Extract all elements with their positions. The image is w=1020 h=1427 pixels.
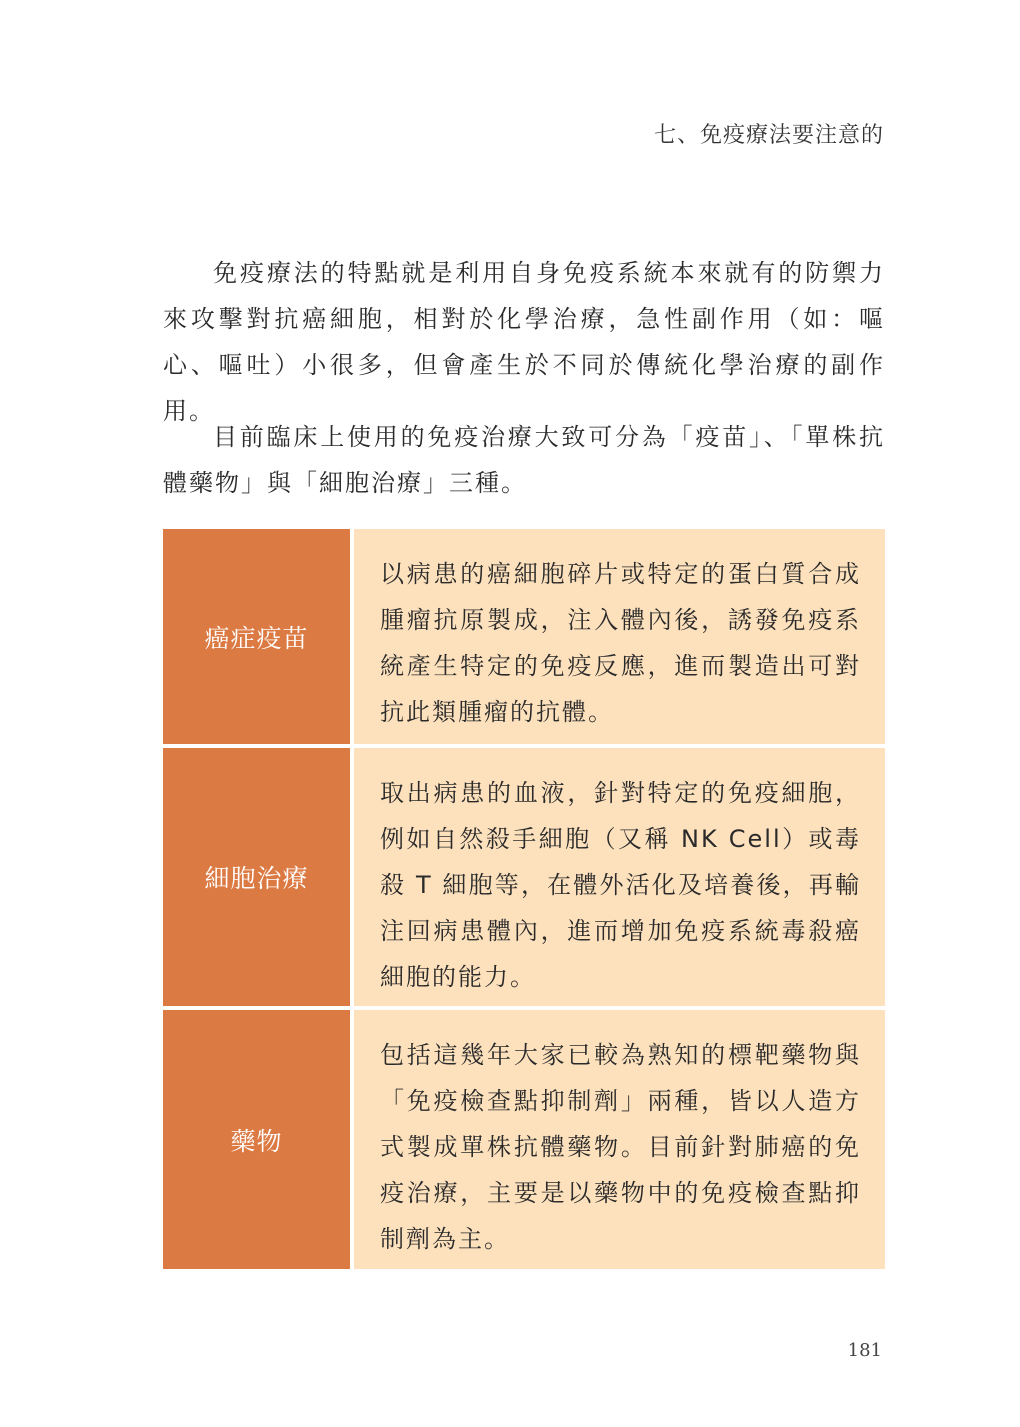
body-paragraph-2: 目前臨床上使用的免疫治療大致可分為「疫苗」、「單株抗體藥物」與「細胞治療」三種。 xyxy=(163,423,885,497)
body-paragraph-1: 免疫療法的特點就是利用自身免疫系統本來就有的防禦力來攻擊對抗癌細胞，相對於化學治療，急性副作用（如：嘔心、嘔吐）小很多，但會產生於不同於傳統化學治療的副作用。 xyxy=(163,259,885,425)
page-number: 181 xyxy=(847,1340,882,1361)
immunotherapy-table xyxy=(163,529,885,1269)
row-description-cell-therapy: 取出病患的血液，針對特定的免疫細胞，例如自然殺手細胞（又稱 NK Cell）或毒殺 T 細胞等，在體外活化及培養後，再輸注回病患體內，進而增加免疫系統毒殺癌細胞的能力。 xyxy=(354,748,885,1006)
row-description-cancer-vaccine: 以病患的癌細胞碎片或特定的蛋白質合成腫瘤抗原製成，注入體內後，誘發免疫系統產生特定的免疫反應，進而製造出可對抗此類腫瘤的抗體。 xyxy=(354,529,885,744)
running-header: 七、免疫療法要注意的 xyxy=(653,123,884,148)
table-row xyxy=(163,529,885,744)
table-row xyxy=(163,1006,885,1269)
row-label-cancer-vaccine: 癌症疫苗 xyxy=(163,529,354,744)
row-label-drugs: 藥物 xyxy=(163,1010,354,1269)
row-description-drugs: 包括這幾年大家已較為熟知的標靶藥物與「免疫檢查點抑制劑」兩種，皆以人造方式製成單株抗體藥物。目前針對肺癌的免疫治療，主要是以藥物中的免疫檢查點抑制劑為主。 xyxy=(354,1010,885,1269)
table-row xyxy=(163,744,885,1006)
row-label-cell-therapy: 細胞治療 xyxy=(163,748,354,1006)
